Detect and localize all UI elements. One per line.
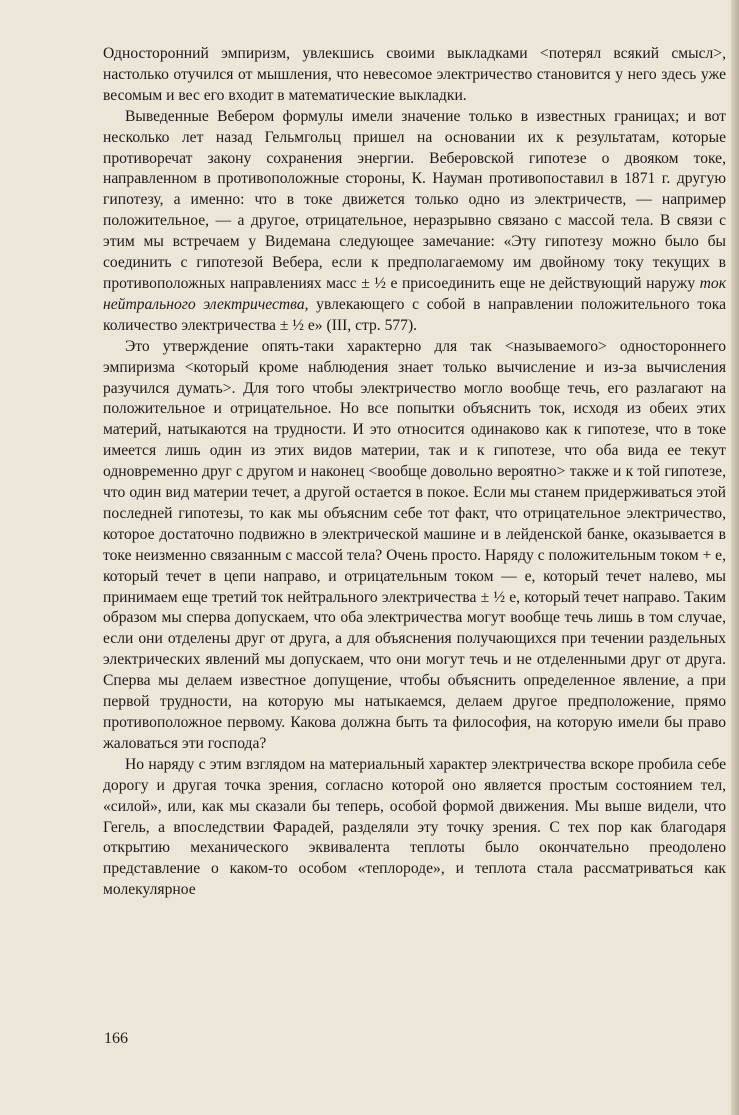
- page-text: [103, 44, 726, 901]
- paragraph-4: Но наряду с этим взглядом на материальный характер электричества вскоре пробила себе дорогу и другая точка зрения, согласно которой оно является простым состоянием тел, «силой», или, как мы сказали бы теперь, особой формой движения. Мы выше видели, что Гегель, а впоследствии Фарадей, разделяли эту точку зрения. С тех пор как благодаря открытию механического эквивалента теплоты было окончательно преодолено представление о каком-то особом «теплороде», и теплота стала рассматриваться как молекулярное: [103, 755, 726, 899]
- page-number: 166: [104, 1030, 128, 1047]
- paragraph-2: Выведенные Вебером формулы имели значение только в известных границах; и вот несколько лет назад Гельмгольц пришел на основании их к результатам, которые противоречат закону сохранения энергии. Веберовской гипотезе о двояком токе, направленном в противоположные стороны, К. Науман противопоставил в 1871 г. другую гипотезу, а именно: что в токе движется только одно из электричеств, — например положительное, — а другое, отрицательное, неразрывно связано с массой тела. В связи с этим мы встречаем у Видемана следующее замечание: «Эту гипотезу можно было бы соединить с гипотезой Вебера, если к предполагаемому им двойному току текущих в противоположных направлениях масс ± ½ e присоединить еще не действующий наружу ток нейтрального электричества, увлекающего с собой в направлении положительного тока количество электричества ± ½ e» (III, стр. 577).: [103, 107, 727, 334]
- italic-phrase: ток нейтрального электричества: [103, 274, 726, 313]
- paragraph-1: Односторонний эмпиризм, увлекшись своими выкладками <потерял всякий смысл>, настолько отучился от мышления, что невесомое электричество становится у него здесь уже весомым и вес его входит в математические выкладки.: [103, 45, 726, 104]
- page-edge: [731, 0, 739, 1115]
- paragraph-3: Это утверждение опять-таки характерно для так <называемого> одностороннего эмпиризма <который кроме наблюдения знает только вычисление и из-за вычисления разучился думать>. Для того чтобы электричество могло вообще течь, его разлагают на положительное и отрицательное. Но все попытки объяснить ток, исходя из обеих этих материй, натыкаются на трудности. И это относится одинаково как к гипотезе, что в токе имеется лишь один из этих видов материи, так и к гипотезе, что оба вида ее текут одновременно друг с другом и наконец <вообще довольно вероятно> также и к той гипотезе, что один вид материи течет, а другой остается в покое. Если мы станем придерживаться этой последней гипотезы, то как мы объясним себе тот факт, что отрицательное электричество, которое достаточно подвижно в электрической машине и в лейденской банке, оказывается в токе неизменно связанным с массой тела? Очень просто. Наряду с положительным током + e, который течет в цепи направо, и отрицательным током — e, который течет налево, мы принимаем еще третий ток нейтрального электричества ± ½ e, который течет направо. Таким образом мы сперва допускаем, что оба электричества могут вообще течь лишь в том случае, если они отделены друг от друга, а для объяснения получающихся при течении раздельных электрических явлений мы допускаем, что они могут течь и не отделенными друг от друга. Сперва мы делаем известное допущение, чтобы объяснить определенное явление, а при первой трудности, на которую мы натыкаемся, делаем другое предположение, прямо противоположное первому. Какова должна быть та философия, на которую имели бы право жаловаться эти господа?: [103, 337, 726, 752]
